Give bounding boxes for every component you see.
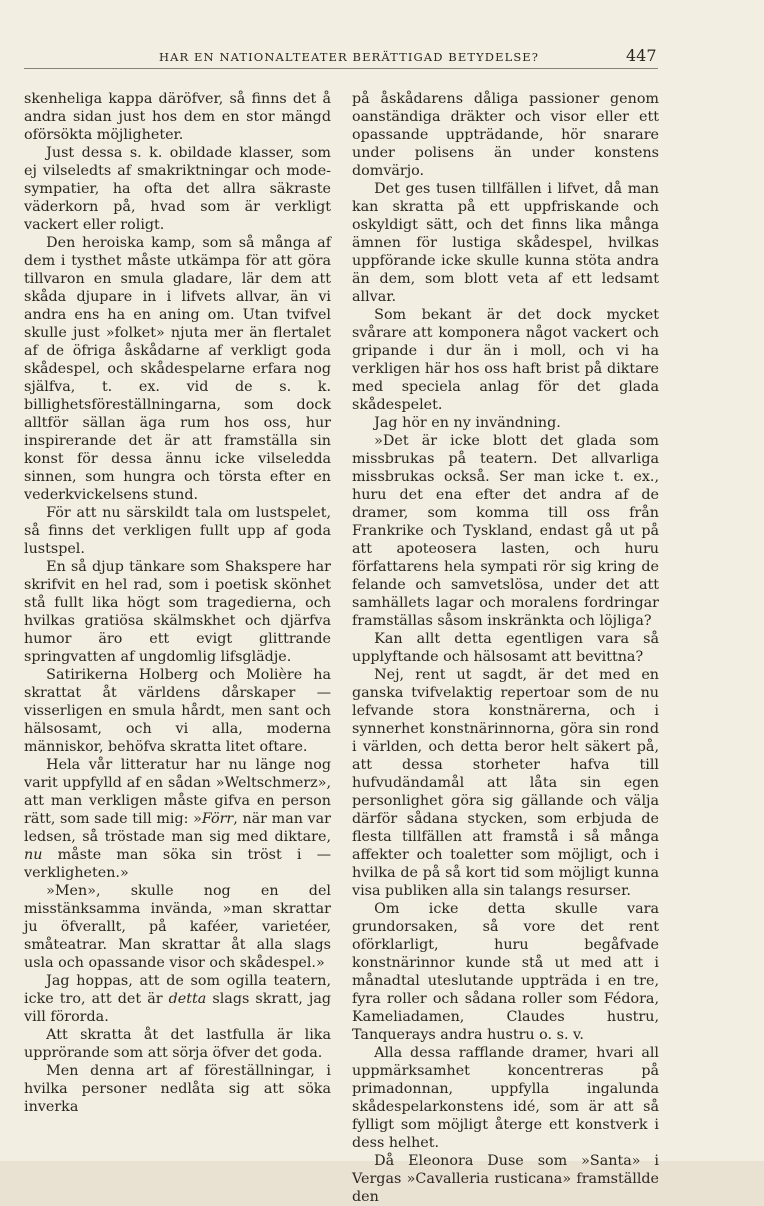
paragraph: Att skratta åt det lastfulla är lika upprörande som att sörja öfver det goda.	[24, 1027, 331, 1061]
emphasis: nu	[24, 847, 43, 863]
paragraph	[24, 972, 331, 1026]
paragraph: Den heroiska kamp, som så många af dem i tysthet måste utkämpa för att göra tillvaron en smula gladare, lär dem att skåda djupare in i lifvets allvar, än vi andra ens ha en aning om. Utan tvifvel skulle just »folket» njuta mer än flertalet af de öfriga åskådarne af verkligt goda skådespel, och skådespelarne erfara nog själfva, t. ex. vid de s. k. billighetsföreställningarna, som dock alltför sällan äga rum hos oss, hur inspirerande det är att framställa sin konst för dessa ännu icke vilseledda sinnen, som hungra och törsta efter en vederkvickelsens stund.	[24, 235, 331, 503]
paragraph: Kan allt detta egentligen vara så upplyftande och hälsosamt att bevittna?	[352, 631, 659, 665]
left-column	[24, 90, 331, 1116]
text-run: , när man var ledsen, så tröstade man sig med diktare,	[24, 811, 331, 845]
paragraph: Då Eleonora Duse som »Santa» i Vergas »Cavalleria rusticana» framställde den	[352, 1153, 659, 1205]
paragraph: Om icke detta skulle vara grundorsaken, så vore det rent oförklarligt, huru begåfvade konstnärinnor kunde stå ut med att i månadtal uteslutande uppträda i en tre, fyra roller och sådana roller som Fédora, Kameliadamen, Claudes hustru, Tanquerays andra hustru o. s. v.	[352, 901, 659, 1043]
right-column	[352, 90, 659, 1206]
paragraph: En så djup tänkare som Shakspere har skrifvit en hel rad, som i poetisk skönhet stå fullt lika högt som tragedierna, och hvilkas gratiösa skälmskhet och djärfva humor äro ett evigt glittrande springvatten af ungdomlig lifsglädje.	[24, 559, 331, 665]
paragraph: på åskådarens dåliga passioner genom oanständiga dräkter och visor eller ett opassande uppträdande, hör snarare under polisens än under konstens domvärjo.	[352, 91, 659, 179]
page-number: 447	[626, 46, 657, 65]
page-header	[24, 46, 658, 69]
running-title: HAR EN NATIONALTEATER BERÄTTIGAD BETYDELSE?	[159, 50, 540, 64]
paragraph: Satirikerna Holberg och Molière ha skrattat åt världens dårskaper — visserligen en smula hårdt, men sant och hälsosamt, och vi alla, moderna människor, behöfva skratta litet oftare.	[24, 667, 331, 755]
paragraph: skenheliga kappa däröfver, så finns det å andra sidan just hos dem en stor mängd oförsökta möjligheter.	[24, 91, 331, 143]
paragraph: »Det är icke blott det glada som missbrukas på teatern. Det allvarliga missbrukas också. Ser man icke t. ex., huru det ena efter det andra af de dramer, som komma till oss från Frankrike och Tyskland, endast gå ut på att apoteosera lasten, och huru författarens hela sympati rör sig kring de felande och samvetslösa, under det att samhällets lagar och moralens fordringar framställas såsom inskränkta och löjliga?	[352, 433, 659, 629]
paragraph: För att nu särskildt tala om lustspelet, så finns det verkligen fullt upp af goda lustspel.	[24, 505, 331, 557]
paragraph: Det ges tusen tillfällen i lifvet, då man kan skratta på ett uppfriskande och oskyldigt sätt, och det finns lika många ämnen för lustiga skådespel, hvilkas uppförande icke skulle kunna stöta andra än dem, som blott veta af ett ledsamt allvar.	[352, 181, 659, 305]
text-run: slags skratt, jag vill förorda.	[24, 991, 332, 1025]
paragraph: Jag hör en ny invändning.	[374, 415, 561, 431]
text-run: Hela vår litteratur har nu länge nog varit uppfylld af en sådan »Weltschmerz», att man verkligen måste gifva en person rätt, som sade till mig: »	[24, 757, 331, 827]
paragraph: »Men», skulle nog en del misstänksamma invända, »man skrattar ju öfverallt, på kaféer, varietéer, småteatrar. Man skrattar åt alla slags usla och opassande visor och skådespel.»	[24, 883, 331, 971]
paragraph: Som bekant är det dock mycket svårare att komponera något vackert och gripande i dur än i moll, och vi ha verkligen här hos oss haft brist på diktare med speciela anlag för det glada skådespelet.	[352, 307, 659, 413]
emphasis: Förr	[201, 811, 234, 827]
paragraph: Nej, rent ut sagdt, är det med en ganska tvifvelaktig repertoar som de nu lefvande stora konstnärerna, och i synnerhet konstnärinnorna, göra sin rond i världen, och detta beror helt säkert på, att dessa storheter hafva till hufvudändamål att låta sin egen personlighet göra sig gällande och välja därför sådana stycken, som erbjuda de flesta tillfällen att framstå i så många affekter och toaletter som möjligt, och i hvilka de på så kort tid som möjligt kunna visa publiken alla sin talangs resurser.	[352, 667, 659, 899]
text-run: måste man söka sin tröst i — verkligheten.»	[24, 847, 331, 881]
text-run: Jag hoppas, att de som ogilla teatern, icke tro, att det är	[24, 973, 331, 1007]
paragraph	[24, 756, 331, 882]
emphasis: detta	[168, 991, 207, 1007]
paragraph: Alla dessa rafflande dramer, hvari all uppmärksamhet koncentreras på primadonnan, uppfylla ingalunda skådespelarkonstens idé, som är att så fylligt som möjligt återge ett konstverk i dess helhet.	[352, 1045, 659, 1151]
paragraph: Men denna art af föreställningar, i hvilka personer nedlåta sig att söka inverka	[24, 1063, 331, 1115]
paragraph: Just dessa s. k. obildade klasser, som ej vilseledts af smakriktningar och mode-sympatier, ha ofta det allra säkraste väderkorn på, hvad som är verkligt vackert eller roligt.	[24, 145, 331, 233]
